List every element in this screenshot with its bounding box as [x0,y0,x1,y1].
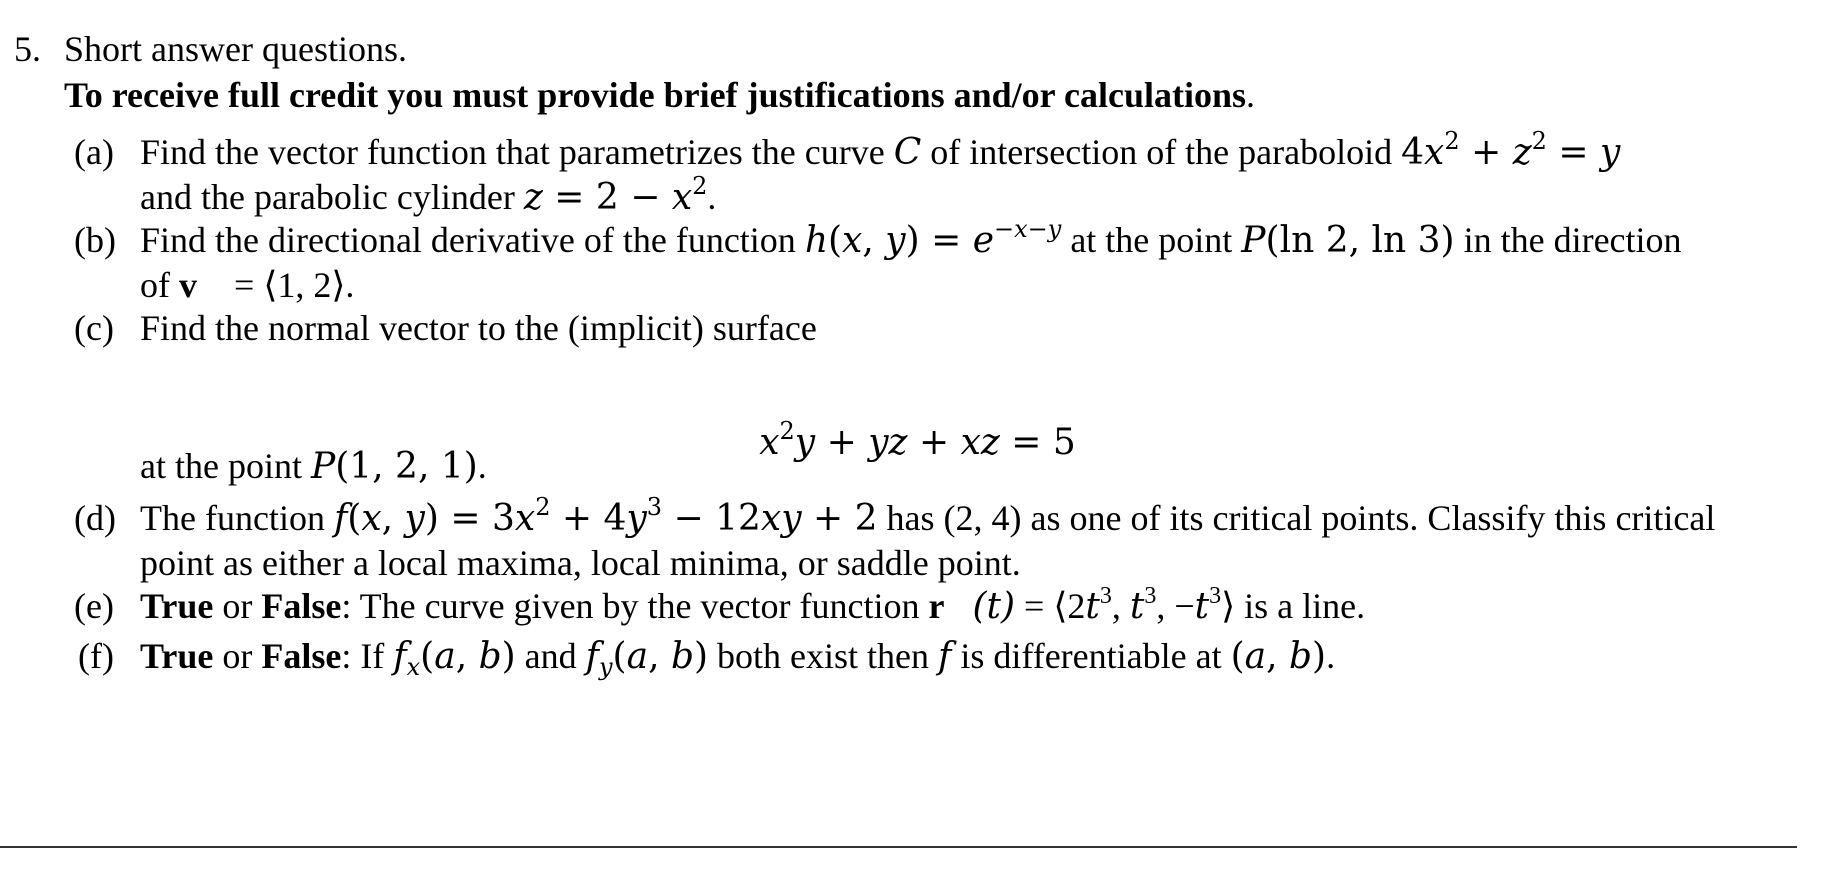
part-a-text-1: Find the vector function that parametrizes the curve [140,132,894,172]
part-b-text-2: at the point [1061,220,1242,260]
part-e-line-1 [140,584,1835,629]
true-word-e: True [140,586,214,626]
surface-equation: $x^2y$ + yz + xz = 5 [759,417,1076,463]
part-d-text-3: as one of its critical points. Classify this critical [1021,498,1716,538]
critical-point: (2, 4) [943,498,1022,538]
part-b-text-5: . [345,265,355,305]
part-a-text-2: of intersection of the paraboloid [921,132,1402,172]
true-word-f: True [140,636,214,676]
point-ab: (a, b) [1230,636,1327,677]
vector-function-r: r⃗(t) = $⟨2t^3$, $t^3$, $-t^3⟩$ [928,583,1236,627]
part-e-label: (e) [74,586,114,626]
curve-symbol: C [893,132,922,173]
part-b-text-3: in the direction [1454,220,1682,260]
function-f: f(x, $y) = 3x^2 + 4y^3 - 12xy + 2$ [333,493,878,539]
part-c-label: (c) [74,308,114,348]
part-a-line-2 [140,172,1835,220]
question-header [14,28,407,70]
instruction-main: To receive full credit you must provide brief justifications and/or calculations [64,75,1246,115]
part-f-line-1 [140,634,1835,679]
part-b-text-4: of [140,265,179,305]
partial-fx: $f_x(a$, b) [393,636,516,681]
part-f-text-1: : If [341,636,394,676]
part-c-body-2 [140,444,1835,489]
question-title: Short answer questions. [64,29,407,69]
part-f-body [140,634,1835,679]
part-a-body [140,127,1835,220]
part-a-text-4: . [707,177,717,217]
part-c-body [140,306,1835,351]
part-e-text-1: : The curve given by the vector function [341,586,929,626]
part-c-text-3: . [477,446,487,486]
direction-vector: v⃗ = ⟨1, 2⟩ [179,265,346,305]
part-a-line-1 [140,127,1835,175]
false-word-e: False [261,586,342,626]
part-c-text-2: at the point [140,446,311,486]
part-b-body [140,215,1835,308]
part-d-line-1 [140,493,1835,541]
part-c-line-2 [140,444,1835,489]
part-b-label: (b) [74,220,116,260]
part-a-text-3: and the parabolic cylinder [140,177,524,217]
part-e-body [140,584,1835,629]
part-f-text-2: and [515,636,586,676]
part-d-text-2: has [877,498,944,538]
part-d-line-2: point as either a local maxima, local minima, or saddle point. [140,543,1021,583]
part-f-label: (f) [78,636,114,676]
part-a-label: (a) [74,132,114,172]
part-b-text-1: Find the directional derivative of the function [140,220,805,260]
part-d-body [140,493,1835,586]
part-d-label: (d) [74,498,116,538]
instruction-period: . [1246,75,1255,115]
partial-fy: $f_y(a$, b) [585,636,709,681]
part-f-text-5: . [1326,636,1336,676]
function-symbol-f: f [938,636,952,677]
instruction-text [64,74,1255,116]
part-e-text-2: is a line. [1235,586,1366,626]
false-word-f: False [261,636,342,676]
or-word-f: or [213,636,262,676]
paraboloid-equation: $4x^2 + z^2 = y$ [1401,127,1621,173]
or-word-e: or [213,586,262,626]
part-d-text-1: The function [140,498,334,538]
cylinder-equation: $z = 2 - x^2$ [523,172,708,218]
part-b-line-2 [140,263,1835,308]
question-number: 5. [14,29,41,69]
part-f-text-3: both exist then [708,636,939,676]
part-c-line-1: Find the normal vector to the (implicit) surface [140,308,817,348]
part-f-text-4: is differentiable at [951,636,1231,676]
part-b-line-1 [140,215,1835,263]
point-p-c: P(1, 2, 1) [310,446,478,487]
point-p-b: P(ln 2, ln 3) [1241,220,1455,261]
function-h: h(x, $y) = e^{-x-y}$ [804,215,1062,261]
bottom-divider [0,846,1797,848]
